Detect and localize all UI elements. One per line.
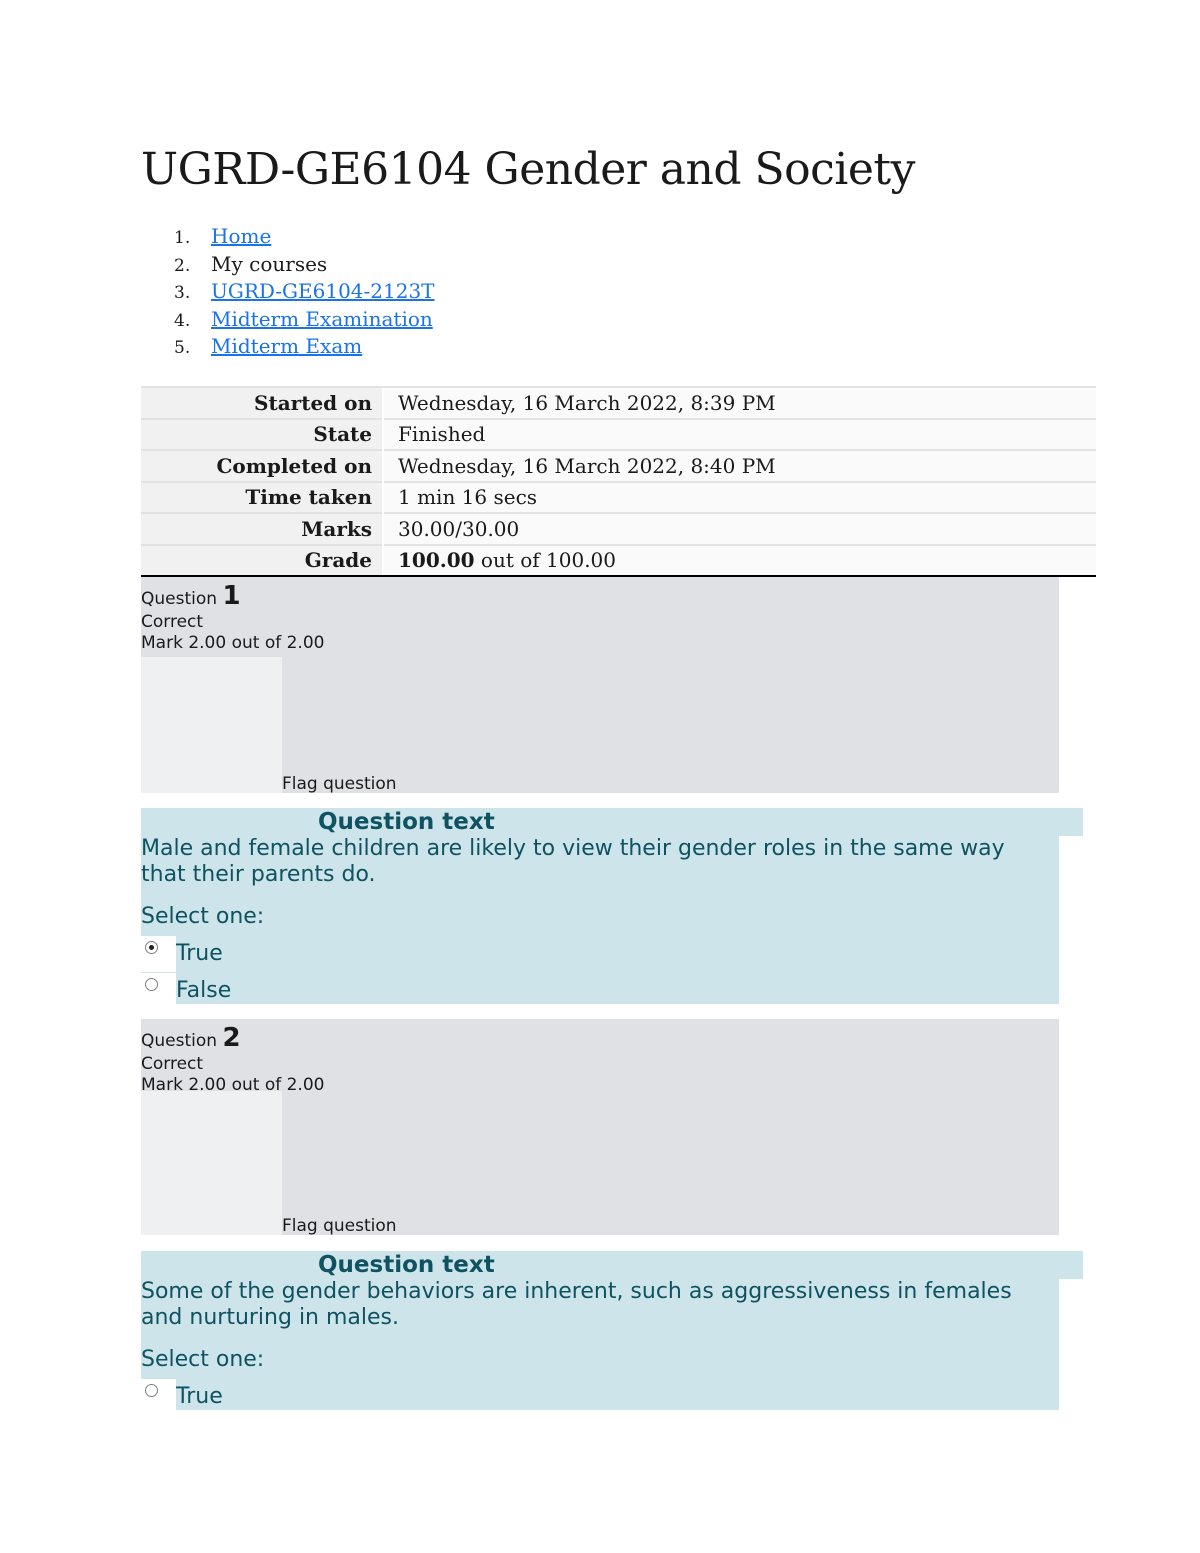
question-text-heading: Question text [317, 1251, 1083, 1279]
summary-value: Wednesday, 16 March 2022, 8:40 PM [383, 450, 1096, 482]
question-text: Male and female children are likely to view their gender roles in the same way that their parents do. [141, 836, 1005, 887]
question-grade: Mark 2.00 out of 2.00 [141, 633, 325, 653]
summary-row-completed [141, 450, 1096, 482]
select-one-prompt: Select one: [141, 904, 265, 929]
question-info-2 [141, 1019, 1059, 1235]
question-grade: Mark 2.00 out of 2.00 [141, 1075, 325, 1095]
breadcrumb-text-my-courses: My courses [211, 251, 328, 276]
summary-value: Finished [383, 419, 1096, 451]
breadcrumb-item-midterm-examination [141, 306, 435, 334]
question-content-1 [141, 808, 1059, 1004]
attempt-summary-table [141, 386, 1096, 577]
breadcrumb-number: 4. [174, 310, 191, 331]
radio-button-checked[interactable] [145, 941, 158, 954]
select-one-prompt: Select one: [141, 1347, 265, 1372]
question-info-1 [141, 577, 1059, 793]
summary-row-grade [141, 545, 1096, 577]
question-state: Correct [141, 612, 204, 632]
breadcrumb-item-home [141, 223, 435, 251]
summary-row-time-taken [141, 482, 1096, 514]
breadcrumb-number: 1. [174, 228, 191, 248]
summary-row-marks [141, 513, 1096, 545]
question-prefix: Question [141, 1031, 223, 1051]
summary-value: 30.00/30.00 [383, 513, 1096, 545]
breadcrumb-number: 2. [174, 255, 191, 276]
summary-label: Time taken [141, 482, 383, 514]
question-content-2 [141, 1251, 1059, 1410]
flag-question-link[interactable]: Flag question [282, 774, 397, 794]
answer-label: False [176, 978, 232, 1003]
radio-button[interactable] [145, 1384, 158, 1397]
breadcrumb-link-midterm-exam[interactable]: Midterm Exam [211, 334, 363, 358]
breadcrumb-item-midterm-exam [141, 333, 435, 361]
summary-label: Completed on [141, 450, 383, 482]
question-info-spacer [141, 657, 282, 793]
summary-row-started [141, 387, 1096, 419]
grade-out-of: out of 100.00 [474, 548, 617, 573]
question-number-value: 2 [222, 1023, 241, 1053]
summary-label: Started on [141, 387, 383, 419]
summary-value: 1 min 16 secs [383, 482, 1096, 514]
answer-option-true[interactable] [141, 936, 441, 972]
page-title: UGRD-GE6104 Gender and Society [141, 144, 915, 195]
summary-label: Marks [141, 513, 383, 545]
summary-value [383, 545, 1096, 577]
flag-question-link[interactable]: Flag question [282, 1216, 397, 1236]
answer-label: True [176, 1384, 223, 1409]
breadcrumb-link-course[interactable]: UGRD-GE6104-2123T [211, 279, 435, 303]
question-info-spacer [141, 1091, 282, 1235]
question-number [141, 581, 241, 611]
question-text: Some of the gender behaviors are inherent, such as aggressiveness in females and nurturing in males. [141, 1279, 1012, 1330]
breadcrumb-link-midterm-examination[interactable]: Midterm Examination [211, 306, 433, 331]
question-text-heading: Question text [317, 808, 1083, 836]
question-prefix: Question [141, 589, 223, 609]
answer-option-false[interactable] [141, 973, 441, 1009]
question-state: Correct [141, 1054, 204, 1074]
breadcrumb-link-home[interactable]: Home [211, 224, 272, 248]
summary-value: Wednesday, 16 March 2022, 8:39 PM [383, 387, 1096, 419]
summary-label: Grade [141, 545, 383, 577]
question-number [141, 1023, 241, 1053]
radio-button[interactable] [145, 978, 158, 991]
question-number-value: 1 [222, 581, 241, 611]
summary-label: State [141, 419, 383, 451]
answer-option-true[interactable] [141, 1379, 441, 1415]
breadcrumb-number: 3. [174, 283, 191, 303]
answer-label: True [176, 941, 223, 966]
breadcrumb-item-my-courses [141, 251, 435, 279]
breadcrumb-item-course [141, 278, 435, 306]
breadcrumb-number: 5. [174, 338, 191, 358]
grade-score: 100.00 [398, 548, 475, 573]
breadcrumb [141, 223, 435, 361]
summary-row-state [141, 419, 1096, 451]
